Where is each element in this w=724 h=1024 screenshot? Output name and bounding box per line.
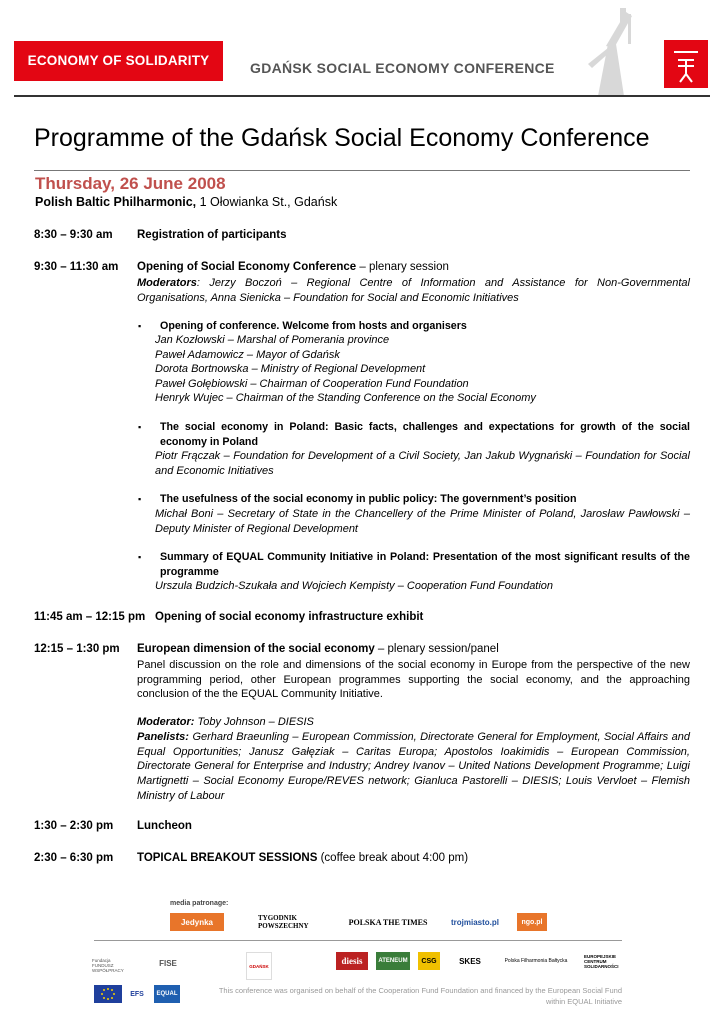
- session-title: Opening of social economy infrastructure exhibit: [155, 611, 424, 623]
- partner-logo: EUROPEJSKIE CENTRUM SOLIDARNOŚCI: [584, 953, 619, 969]
- venue: [35, 195, 337, 209]
- session-title: Opening of Social Economy Conference: [137, 261, 357, 273]
- figure-icon: [664, 40, 708, 88]
- session-time: 11:45 am – 12:15 pm: [34, 611, 146, 623]
- partner-logo: GDAŃSK: [246, 952, 272, 980]
- speaker: Jan Kozłowski – Marshal of Pomerania province: [155, 334, 390, 346]
- footer-rule: [94, 940, 622, 941]
- funder-logo: Fundacja FUNDUSZ WSPÓŁPRACY: [92, 957, 124, 973]
- session-moderators: [137, 276, 690, 305]
- page-title: Programme of the Gdańsk Social Economy Conference: [34, 124, 650, 152]
- session-suffix: (coffee break about 4:00 pm): [317, 852, 469, 864]
- bullet-icon: ▪: [138, 552, 142, 562]
- brand-banner: ECONOMY OF SOLIDARITY: [14, 41, 223, 81]
- partner-logo: CSG: [418, 952, 440, 970]
- funding-note-line: within EQUAL Initiative: [545, 997, 622, 1006]
- media-logo: Jedynka: [170, 913, 224, 931]
- partner-logo: FISE: [159, 958, 177, 968]
- bullet-heading: Summary of EQUAL Community Initiative in Poland: Presentation of the most significant results of the programme: [160, 551, 690, 578]
- eu-logo: EQUAL: [154, 985, 180, 1003]
- speaker: Paweł Adamowicz – Mayor of Gdańsk: [155, 348, 340, 361]
- media-logo: trojmiasto.pl: [450, 917, 499, 927]
- panelists-label: Panelists:: [137, 731, 189, 743]
- partner-logo: diesis: [336, 952, 368, 970]
- moderators-label: Moderators: [137, 277, 197, 289]
- session-description: Panel discussion on the role and dimensions of the social economy in Europe from the perspective of the new programming period, other European programmes supporting the social economy, and the approaching conclusion of the the EQUAL Community Initiative.: [137, 659, 690, 701]
- bullet-heading: Opening of conference. Welcome from hosts and organisers: [160, 320, 467, 332]
- bullet-icon: ▪: [138, 321, 142, 331]
- session-title: TOPICAL BREAKOUT SESSIONS: [137, 852, 318, 864]
- eu-logo: EFS: [130, 990, 144, 998]
- session-title: European dimension of the social economy: [137, 643, 375, 655]
- funding-note: [180, 985, 622, 1007]
- funding-note-line: This conference was organised on behalf of the Cooperation Fund Foundation and financed by the European Social Fund: [218, 986, 622, 995]
- media-logo: TYGODNIK POWSZECHNY: [258, 914, 309, 930]
- bullet-heading: The usefulness of the social economy in public policy: The government’s position: [160, 493, 577, 505]
- eu-flag-icon: [94, 985, 122, 1003]
- session-suffix: – plenary session/panel: [374, 643, 499, 655]
- speaker: Henryk Wujec – Chairman of the Standing Conference on the Social Economy: [155, 392, 536, 405]
- title-rule: [34, 170, 690, 171]
- session-heading: [137, 852, 468, 864]
- bullet-speakers: Urszula Budzich-Szukała and Wojciech Kempisty – Cooperation Fund Foundation: [155, 580, 554, 592]
- panelists-text: Gerhard Braeunling – European Commission, Directorate General for Employment, Social Affairs and Equal Opportunities; Janusz Gałęziak – Caritas Europa; Apostolos Ioakimidis – European Commission, Directorate General for Enterprise and Industry; Andrey Ivanov – United Nations Development Programme; Luigi Martignetti – Social Economy Europe/REVES network; Gianluca Pastorelli – DIESIS; Louis Vervloet – Flemish Ministry of Labour: [137, 731, 690, 802]
- media-patronage-label: media patronage:: [170, 900, 229, 907]
- media-logo: ngo.pl: [517, 913, 547, 931]
- moderators-text: : Jerzy Boczoń – Regional Centre of Information and Assistance for Non-Governmental Organisations, Anna Sienicka – Foundation for Social and Economic Initiatives: [137, 277, 690, 304]
- session-time: 1:30 – 2:30 pm: [34, 820, 114, 832]
- session-suffix: – plenary session: [356, 261, 449, 273]
- venue-address: 1 Ołowianka St., Gdańsk: [196, 195, 338, 209]
- session-heading: [137, 643, 499, 655]
- session-panelists: [137, 730, 690, 804]
- conference-header: GDAŃSK SOCIAL ECONOMY CONFERENCE: [250, 60, 555, 76]
- session-title: Registration of participants: [137, 229, 287, 241]
- bullet-icon: ▪: [138, 422, 142, 432]
- partner-logo: SKES: [459, 956, 481, 966]
- session-heading: [137, 261, 449, 273]
- bullet-speakers: Piotr Frączak – Foundation for Development of a Civil Society, Jan Jakub Wygnański – Foundation for Social and Economic Initiatives: [155, 450, 690, 477]
- header-rule: [14, 95, 710, 97]
- session-time: 2:30 – 6:30 pm: [34, 852, 114, 864]
- bullet-speakers: Michał Boni – Secretary of State in the Chancellery of the Prime Minister of Poland, Jarosław Pawłowski – Deputy Minister of Regional Development: [155, 508, 690, 535]
- venue-name: Polish Baltic Philharmonic,: [35, 195, 197, 209]
- shipyard-crane-graphic: [568, 4, 658, 96]
- bullet-icon: ▪: [138, 494, 142, 504]
- media-logo: POLSKA THE TIMES: [348, 917, 428, 927]
- session-title: Luncheon: [137, 820, 192, 832]
- event-date: Thursday, 26 June 2008: [35, 174, 226, 193]
- session-time: 9:30 – 11:30 am: [34, 261, 119, 273]
- speaker: Paweł Gołębiowski – Chairman of Cooperation Fund Foundation: [155, 377, 469, 390]
- partner-logo: Polska Filharmonia Bałtycka: [504, 958, 568, 964]
- bullet-heading: The social economy in Poland: Basic facts, challenges and expectations for growth of the social economy in Poland: [160, 421, 690, 448]
- speaker: Dorota Bortnowska – Ministry of Regional Development: [155, 363, 426, 376]
- bullet-speakers: [155, 333, 690, 406]
- organiser-logo: [664, 40, 708, 88]
- moderator-label: Moderator:: [137, 716, 195, 728]
- moderator-text: Toby Johnson – DIESIS: [194, 716, 314, 728]
- session-time: 12:15 – 1:30 pm: [34, 643, 120, 655]
- partner-logo: ATENEUM: [376, 952, 410, 970]
- session-time: 8:30 – 9:30 am: [34, 229, 113, 241]
- session-moderator: [137, 715, 690, 730]
